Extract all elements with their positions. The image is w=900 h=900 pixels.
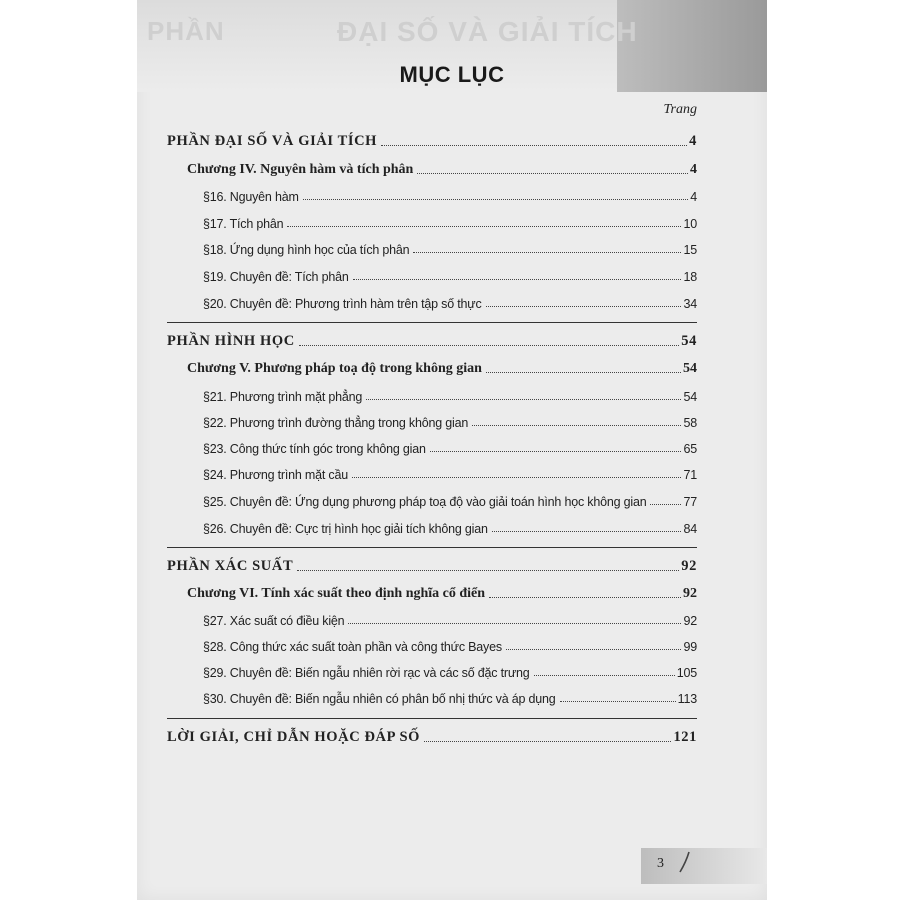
toc-page: 10 xyxy=(683,217,697,231)
toc-label: LỜI GIẢI, CHỈ DẪN HOẶC ĐÁP SỐ xyxy=(167,729,421,745)
toc-label: §17. Tích phân xyxy=(203,217,284,231)
toc-section xyxy=(203,243,697,257)
leader-dots xyxy=(348,623,681,624)
toc-label: §26. Chuyên đề: Cực trị hình học giải tích không gian xyxy=(203,522,488,536)
toc-label: §27. Xác suất có điều kiện xyxy=(203,614,345,628)
leader-dots xyxy=(492,531,682,532)
leader-dots xyxy=(366,399,681,400)
banner-section-label: PHẦN xyxy=(147,16,225,46)
toc-label: Chương V. Phương pháp toạ độ trong không gian xyxy=(187,361,482,376)
page-column-label: Trang xyxy=(663,102,697,117)
toc-label: §28. Công thức xác suất toàn phần và công thức Bayes xyxy=(203,640,502,654)
toc-label: Chương VI. Tính xác suất theo định nghĩa cổ điển xyxy=(187,586,486,601)
toc-page: 92 xyxy=(683,586,697,601)
leader-dots xyxy=(486,372,681,373)
toc-label: §23. Công thức tính góc trong không gian xyxy=(203,442,426,456)
leader-dots xyxy=(472,425,681,426)
toc-section xyxy=(203,217,697,231)
toc-section xyxy=(203,442,697,456)
toc-section xyxy=(203,270,697,284)
leader-dots xyxy=(381,145,687,146)
toc-page: 92 xyxy=(681,558,697,574)
toc-label: PHẦN HÌNH HỌC xyxy=(167,333,295,349)
toc-section xyxy=(203,614,697,628)
toc-label: PHẦN ĐẠI SỐ VÀ GIẢI TÍCH xyxy=(167,133,378,149)
toc-page: 77 xyxy=(683,495,697,509)
toc-label: §18. Ứng dụng hình học của tích phân xyxy=(203,243,410,257)
toc-page: 121 xyxy=(673,729,697,745)
leader-dots xyxy=(489,597,681,598)
toc-page: 4 xyxy=(689,133,697,149)
toc-page: 99 xyxy=(683,640,697,654)
toc-label: §16. Nguyên hàm xyxy=(203,190,299,204)
toc-section xyxy=(203,416,697,430)
toc-label: §29. Chuyên đề: Biến ngẫu nhiên rời rạc và các số đặc trưng xyxy=(203,666,530,680)
toc-label: §21. Phương trình mặt phẳng xyxy=(203,390,363,404)
toc-page: 84 xyxy=(683,522,697,536)
slash-ornament-icon xyxy=(677,850,691,874)
toc-part xyxy=(167,558,697,575)
toc-page: 54 xyxy=(681,333,697,349)
toc-page: 4 xyxy=(690,190,697,204)
leader-dots xyxy=(352,477,682,478)
toc-section xyxy=(203,522,697,536)
toc-label: PHẦN XÁC SUẤT xyxy=(167,558,294,574)
toc-label: §30. Chuyên đề: Biến ngẫu nhiên có phân bố nhị thức và áp dụng xyxy=(203,692,556,706)
toc-label: §20. Chuyên đề: Phương trình hàm trên tập số thực xyxy=(203,297,482,311)
section-divider xyxy=(167,718,697,719)
toc-page: 65 xyxy=(683,442,697,456)
toc-page: 54 xyxy=(683,390,697,404)
toc-section xyxy=(203,468,697,482)
leader-dots xyxy=(287,226,681,227)
toc-section xyxy=(203,495,697,509)
toc-section xyxy=(203,692,697,706)
book-page xyxy=(137,0,767,900)
toc-page: 15 xyxy=(683,243,697,257)
toc-label: Chương IV. Nguyên hàm và tích phân xyxy=(187,162,414,177)
page-number: 3 xyxy=(657,856,664,871)
toc-part xyxy=(167,133,697,150)
toc-section xyxy=(203,640,697,654)
toc-chapter xyxy=(187,586,697,602)
toc-label: §25. Chuyên đề: Ứng dụng phương pháp toạ độ vào giải toán hình học không gian xyxy=(203,495,647,509)
leader-dots xyxy=(430,451,682,452)
toc-page: 34 xyxy=(683,297,697,311)
leader-dots xyxy=(650,504,681,505)
section-divider xyxy=(167,547,697,548)
toc-label: §24. Phương trình mặt cầu xyxy=(203,468,348,482)
leader-dots xyxy=(297,570,679,571)
toc-part xyxy=(167,333,697,350)
leader-dots xyxy=(534,675,675,676)
toc-label: §22. Phương trình đường thẳng trong không gian xyxy=(203,416,469,430)
toc-part xyxy=(167,729,697,746)
banner-section-title: ĐẠI SỐ VÀ GIẢI TÍCH xyxy=(337,16,638,47)
toc-page: 113 xyxy=(677,692,697,706)
leader-dots xyxy=(413,252,681,253)
leader-dots xyxy=(506,649,682,650)
toc-section xyxy=(203,390,697,404)
toc-label: §19. Chuyên đề: Tích phân xyxy=(203,270,349,284)
leader-dots xyxy=(299,345,679,346)
leader-dots xyxy=(560,701,676,702)
leader-dots xyxy=(353,279,682,280)
toc-page: 105 xyxy=(676,666,697,680)
toc-section xyxy=(203,666,697,680)
toc-page: 18 xyxy=(683,270,697,284)
leader-dots xyxy=(303,199,689,200)
toc-page: 4 xyxy=(690,162,697,177)
section-divider xyxy=(167,322,697,323)
toc-page: 92 xyxy=(683,614,697,628)
page-title: MỤC LỤC xyxy=(399,62,505,87)
leader-dots xyxy=(424,741,671,742)
toc-page: 54 xyxy=(683,361,697,376)
toc-chapter xyxy=(187,162,697,178)
leader-dots xyxy=(417,173,688,174)
leader-dots xyxy=(486,306,682,307)
toc-section xyxy=(203,297,697,311)
toc-section xyxy=(203,190,697,204)
toc-page: 58 xyxy=(683,416,697,430)
toc-chapter xyxy=(187,361,697,377)
toc-page: 71 xyxy=(683,468,697,482)
